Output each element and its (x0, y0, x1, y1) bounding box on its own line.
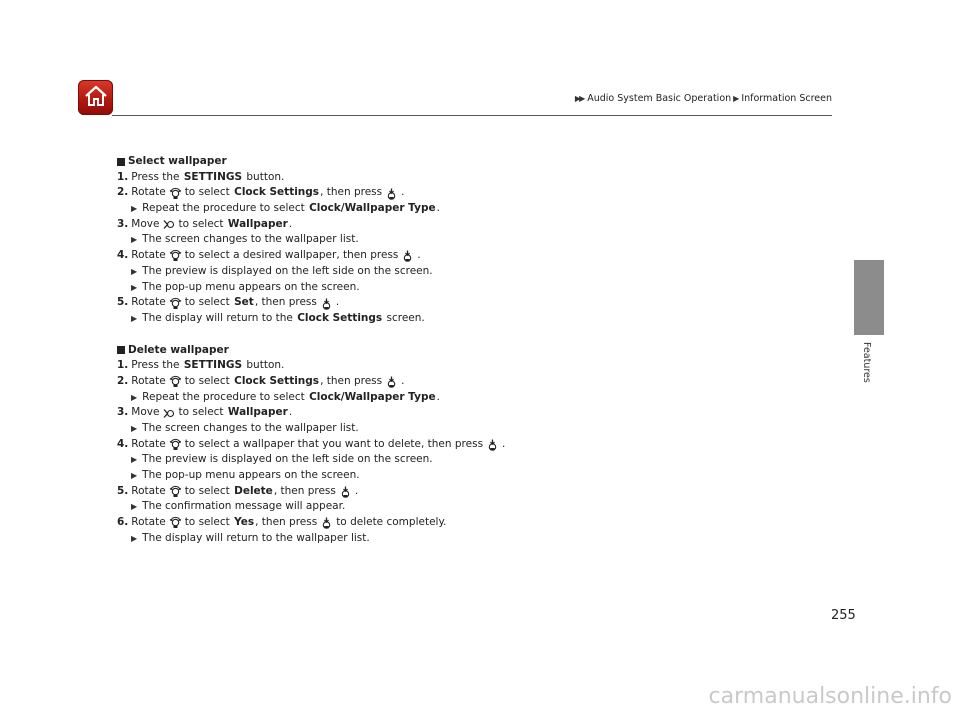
step-note: ▶ The display will return to the wallpaper list. (117, 531, 817, 547)
press-knob-icon (401, 249, 414, 262)
result-arrow-icon: ▶ (131, 533, 138, 543)
step-note: ▶ The preview is displayed on the left side on the screen. (117, 452, 817, 468)
rotate-knob-icon (169, 516, 182, 529)
section-heading: Delete wallpaper (117, 343, 817, 359)
step: 2. Rotate to select Clock Settings , then press . (117, 374, 405, 387)
step: 4. Rotate to select a desired wallpaper, then press . (117, 249, 421, 262)
step-note: ▶ The display will return to the Clock Settings screen. (117, 311, 817, 327)
rotate-knob-icon (169, 438, 182, 451)
breadcrumb (575, 93, 832, 104)
step: 5. Rotate to select Set , then press . (117, 296, 340, 309)
step-note: ▶ The pop-up menu appears on the screen. (117, 468, 817, 484)
press-knob-icon (385, 375, 398, 388)
step-note: ▶ The preview is displayed on the left side on the screen. (117, 264, 817, 280)
result-arrow-icon: ▶ (131, 502, 138, 512)
result-arrow-icon: ▶ (131, 204, 138, 214)
press-knob-icon (320, 297, 333, 310)
home-button[interactable] (78, 80, 113, 115)
page-number: 255 (831, 608, 856, 623)
step: 6. Rotate to select Yes , then press to delete completely. (117, 516, 447, 529)
rotate-knob-icon (169, 297, 182, 310)
square-bullet-icon (117, 158, 125, 166)
step-note: ▶ Repeat the procedure to select Clock/Wallpaper Type . (117, 201, 817, 217)
rotate-knob-icon (169, 249, 182, 262)
breadcrumb-link-audio[interactable]: Audio System Basic Operation (587, 93, 732, 104)
rotate-knob-icon (169, 375, 182, 388)
header-divider (112, 115, 832, 116)
step-note: ▶ Repeat the procedure to select Clock/Wallpaper Type . (117, 390, 817, 406)
press-knob-icon (320, 516, 333, 529)
step: 1. Press the SETTINGS button. (117, 170, 285, 183)
press-knob-icon (486, 438, 499, 451)
result-arrow-icon: ▶ (131, 455, 138, 465)
step-note: ▶ The pop-up menu appears on the screen. (117, 280, 817, 296)
press-knob-icon (339, 485, 352, 498)
result-arrow-icon: ▶ (131, 424, 138, 433)
breadcrumb-link-info[interactable]: Information Screen (741, 93, 832, 104)
breadcrumb-arrow-icon: ▶▶ (574, 94, 584, 103)
result-arrow-icon: ▶ (131, 313, 138, 323)
result-arrow-icon: ▶ (131, 235, 138, 245)
rotate-knob-icon (169, 485, 182, 498)
step: 3. Move to select Wallpaper . (117, 406, 293, 419)
section-tab[interactable] (854, 260, 884, 335)
step-note: ▶ The confirmation message will appear. (117, 499, 817, 515)
press-knob-icon (385, 187, 398, 200)
square-bullet-icon (117, 346, 125, 354)
move-knob-icon (162, 407, 175, 420)
rotate-knob-icon (169, 187, 182, 200)
breadcrumb-arrow-icon: ▶ (733, 94, 738, 103)
result-arrow-icon: ▶ (131, 392, 138, 402)
page-content (117, 154, 817, 547)
step-note: ▶ The screen changes to the wallpaper list. (117, 232, 817, 248)
watermark: carmanualsonline.info (708, 684, 952, 709)
section-tab-label: Features (861, 342, 872, 383)
step: 3. Move to select Wallpaper . (117, 217, 293, 230)
step: 1. Press the SETTINGS button. (117, 359, 285, 372)
move-knob-icon (162, 218, 175, 231)
result-arrow-icon: ▶ (131, 282, 138, 292)
step: 2. Rotate to select Clock Settings , then press . (117, 186, 405, 199)
step-note: ▶ The screen changes to the wallpaper list. (117, 421, 817, 437)
section-heading: Select wallpaper (117, 154, 817, 170)
step: 4. Rotate to select a wallpaper that you want to delete, then press . (117, 437, 506, 450)
home-icon (84, 85, 108, 111)
step: 5. Rotate to select Delete , then press . (117, 484, 359, 497)
result-arrow-icon: ▶ (131, 471, 138, 481)
result-arrow-icon: ▶ (131, 266, 138, 276)
